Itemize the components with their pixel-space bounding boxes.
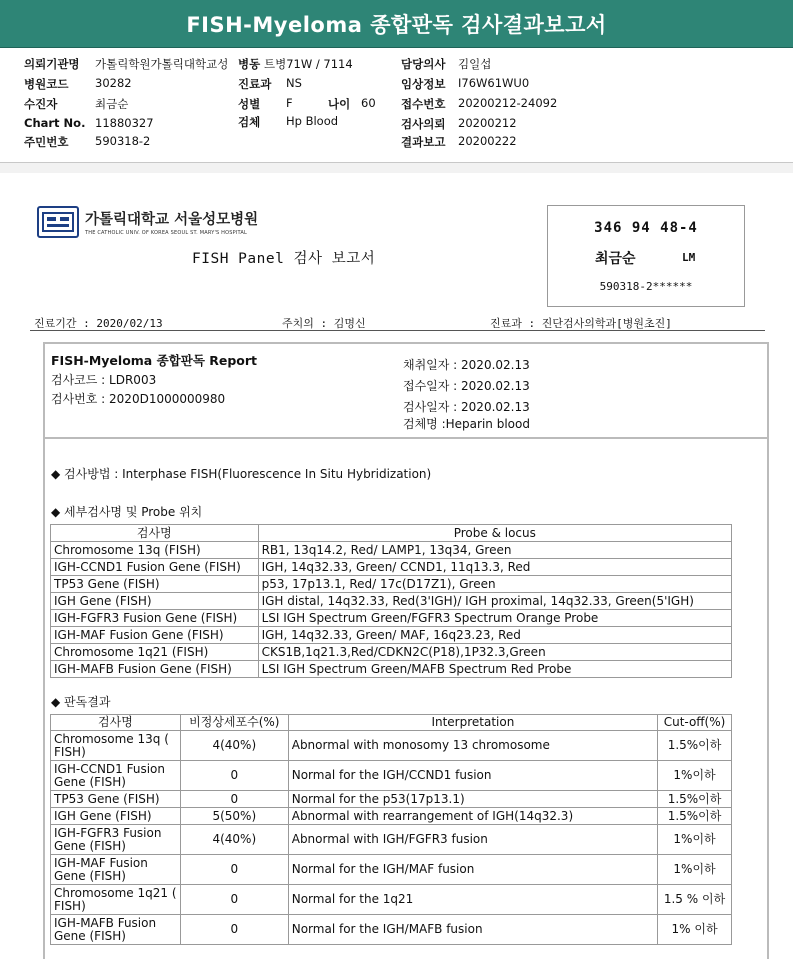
dept-value: NS: [286, 76, 302, 90]
patient-jumin: 590318-2******: [599, 280, 693, 293]
result-cutoff: 1% 이하: [658, 915, 732, 945]
doctor-value: 김일섭: [458, 57, 492, 71]
probe-test-name: TP53 Gene (FISH): [51, 576, 259, 593]
probe-test-name: Chromosome 13q (FISH): [51, 542, 259, 559]
result-cutoff: 1.5%이하: [658, 808, 732, 825]
result-abnormal-count: 0: [180, 885, 288, 915]
table-row: [51, 885, 732, 915]
report-paper: [0, 173, 793, 959]
table-row: [51, 915, 732, 945]
result-table: [50, 714, 732, 945]
result-header-test: 검사명: [51, 715, 181, 731]
requesting-org-label: 의뢰기관명: [24, 57, 80, 71]
hospital-subtitle: THE CATHOLIC UNIV. OF KOREA SEOUL ST. MARY'S HOSPITAL: [85, 230, 248, 236]
result-cutoff: 1.5 % 이하: [658, 885, 732, 915]
receive-date: 접수일자 : 2020.02.13: [403, 379, 530, 393]
patient-info-panel: [0, 48, 793, 163]
table-row: [51, 825, 732, 855]
test-code: 검사코드 : LDR003: [51, 373, 157, 387]
probe-header-test: 검사명: [51, 525, 259, 542]
visit-info-row: [30, 313, 765, 331]
id-no-label: 주민번호: [24, 135, 69, 149]
result-interpretation: Normal for the IGH/MAFB fusion: [288, 915, 657, 945]
result-interpretation: Abnormal with IGH/FGFR3 fusion: [288, 825, 657, 855]
result-abnormal-count: 5(50%): [180, 808, 288, 825]
result-interpretation: Abnormal with rearrangement of IGH(14q32.3): [288, 808, 657, 825]
result-interpretation: Normal for the 1q21: [288, 885, 657, 915]
result-cutoff: 1%이하: [658, 855, 732, 885]
method-line: ◆ 검사방법 : Interphase FISH(Fluorescence In Situ Hybridization): [51, 467, 432, 481]
specimen-label: 검체: [238, 115, 261, 129]
collect-date: 채취일자 : 2020.02.13: [403, 358, 530, 372]
chart-no-value: 11880327: [95, 116, 154, 130]
probe-locus: p53, 17p13.1, Red/ 17c(D17Z1), Green: [258, 576, 731, 593]
result-test-name: TP53 Gene (FISH): [51, 791, 181, 808]
result-interpretation: Abnormal with monosomy 13 chromosome: [288, 731, 657, 761]
result-test-name: IGH-MAF Fusion Gene (FISH): [51, 855, 181, 885]
hospital-code-value: 30282: [95, 76, 132, 90]
result-interpretation: Normal for the IGH/MAF fusion: [288, 855, 657, 885]
probe-locus: RB1, 13q14.2, Red/ LAMP1, 13q34, Green: [258, 542, 731, 559]
doctor-label: 담당의사: [401, 57, 446, 71]
result-test-name: IGH-FGFR3 Fusion Gene (FISH): [51, 825, 181, 855]
panel-title: FISH Panel 검사 보고서: [192, 251, 376, 267]
result-header-abnormal: 비정상세포수(%): [180, 715, 288, 731]
age-value: 60: [361, 96, 376, 110]
clinical-info-label: 임상정보: [401, 77, 446, 91]
result-header-cutoff: Cut-off(%): [658, 715, 732, 731]
result-test-name: IGH Gene (FISH): [51, 808, 181, 825]
report-title-bar: [0, 0, 793, 48]
result-abnormal-count: 4(40%): [180, 731, 288, 761]
probe-locus: IGH, 14q32.33, Green/ MAF, 16q23.23, Red: [258, 627, 731, 644]
table-row: [51, 661, 732, 678]
specimen-name: 검체명 :Heparin blood: [403, 417, 530, 431]
result-abnormal-count: 0: [180, 855, 288, 885]
probe-test-name: Chromosome 1q21 (FISH): [51, 644, 259, 661]
visit-period: 진료기간 : 2020/02/13: [34, 317, 163, 330]
test-number: 검사번호 : 2020D1000000980: [51, 392, 226, 406]
result-cutoff: 1%이하: [658, 825, 732, 855]
probe-locus: CKS1B,1q21.3,Red/CDKN2C(P18),1P32.3,Green: [258, 644, 731, 661]
result-abnormal-count: 0: [180, 761, 288, 791]
table-row: [51, 559, 732, 576]
result-abnormal-count: 0: [180, 915, 288, 945]
test-date: 검사일자 : 2020.02.13: [403, 400, 530, 414]
result-interpretation: Normal for the IGH/CCND1 fusion: [288, 761, 657, 791]
probe-test-name: IGH-MAFB Fusion Gene (FISH): [51, 661, 259, 678]
recipient-value: 최금순: [95, 97, 129, 111]
patient-sex-code: LM: [682, 251, 696, 264]
clinical-info-value: I76W61WU0: [458, 76, 530, 90]
ward-label: 병동: [238, 57, 261, 71]
patient-name: 최금순: [595, 251, 636, 267]
patient-id-box: [547, 205, 745, 307]
result-cutoff: 1.5%이하: [658, 791, 732, 808]
probe-section-title: ◆ 세부검사명 및 Probe 위치: [51, 505, 203, 519]
result-cutoff: 1.5%이하: [658, 731, 732, 761]
table-row: [51, 576, 732, 593]
receipt-no-label: 접수번호: [401, 97, 446, 111]
report-title: FISH-Myeloma 종합판독 검사결과보고서: [186, 12, 607, 37]
report-title-text: FISH-Myeloma 종합판독 Report: [51, 353, 258, 368]
result-test-name: IGH-MAFB Fusion Gene (FISH): [51, 915, 181, 945]
result-section-title: ◆ 판독결과: [51, 695, 111, 709]
requesting-org-value: 가톨릭학원가톨릭대학교성: [95, 57, 229, 71]
table-row: [51, 542, 732, 559]
receipt-no-value: 20200212-24092: [458, 96, 558, 110]
chart-no-label: Chart No.: [24, 116, 86, 130]
result-test-name: Chromosome 13q ( FISH): [51, 731, 181, 761]
result-test-name: IGH-CCND1 Fusion Gene (FISH): [51, 761, 181, 791]
table-row: [51, 610, 732, 627]
result-abnormal-count: 0: [180, 791, 288, 808]
table-row: [51, 731, 732, 761]
probe-locus: IGH, 14q32.33, Green/ CCND1, 11q13.3, Red: [258, 559, 731, 576]
report-date-label: 결과보고: [401, 135, 446, 149]
probe-test-name: IGH-FGFR3 Fusion Gene (FISH): [51, 610, 259, 627]
report-header: [45, 344, 767, 439]
patient-number: 346 94 48-4: [594, 220, 698, 236]
probe-table: [50, 524, 732, 678]
hospital-header: [37, 206, 258, 238]
probe-locus: LSI IGH Spectrum Green/MAFB Spectrum Red Probe: [258, 661, 731, 678]
sex-value: F: [286, 96, 293, 110]
probe-test-name: IGH-MAF Fusion Gene (FISH): [51, 627, 259, 644]
probe-locus: LSI IGH Spectrum Green/FGFR3 Spectrum Orange Probe: [258, 610, 731, 627]
result-test-name: Chromosome 1q21 ( FISH): [51, 885, 181, 915]
table-row: [51, 855, 732, 885]
dept-label: 진료과: [238, 77, 272, 91]
report-body: [43, 342, 769, 959]
specimen-value: Hp Blood: [286, 114, 339, 128]
request-date-value: 20200212: [458, 116, 517, 130]
result-header-interpretation: Interpretation: [288, 715, 657, 731]
recipient-label: 수진자: [24, 97, 58, 111]
probe-test-name: IGH-CCND1 Fusion Gene (FISH): [51, 559, 259, 576]
table-row: [51, 808, 732, 825]
table-row: [51, 644, 732, 661]
ward-value: 트병71W / 7114: [264, 57, 353, 71]
visit-dept: 진료과 : 진단검사의학과[병원초진]: [490, 317, 672, 330]
table-row: [51, 627, 732, 644]
age-label: 나이: [328, 97, 351, 111]
sex-label: 성별: [238, 97, 261, 111]
request-date-label: 검사의뢰: [401, 117, 446, 131]
hospital-name: 가톨릭대학교 서울성모병원: [85, 212, 259, 228]
result-cutoff: 1%이하: [658, 761, 732, 791]
probe-locus: IGH distal, 14q32.33, Red(3'IGH)/ IGH proximal, 14q32.33, Green(5'IGH): [258, 593, 731, 610]
table-row: [51, 791, 732, 808]
result-abnormal-count: 4(40%): [180, 825, 288, 855]
hospital-logo-icon: [37, 206, 79, 238]
table-row: [51, 593, 732, 610]
report-date-value: 20200222: [458, 134, 517, 148]
probe-header-locus: Probe & locus: [258, 525, 731, 542]
hospital-code-label: 병원코드: [24, 77, 69, 91]
attending-doctor: 주치의 : 김명신: [282, 317, 366, 330]
result-interpretation: Normal for the p53(17p13.1): [288, 791, 657, 808]
id-no-value: 590318-2: [95, 134, 151, 148]
probe-test-name: IGH Gene (FISH): [51, 593, 259, 610]
table-row: [51, 761, 732, 791]
